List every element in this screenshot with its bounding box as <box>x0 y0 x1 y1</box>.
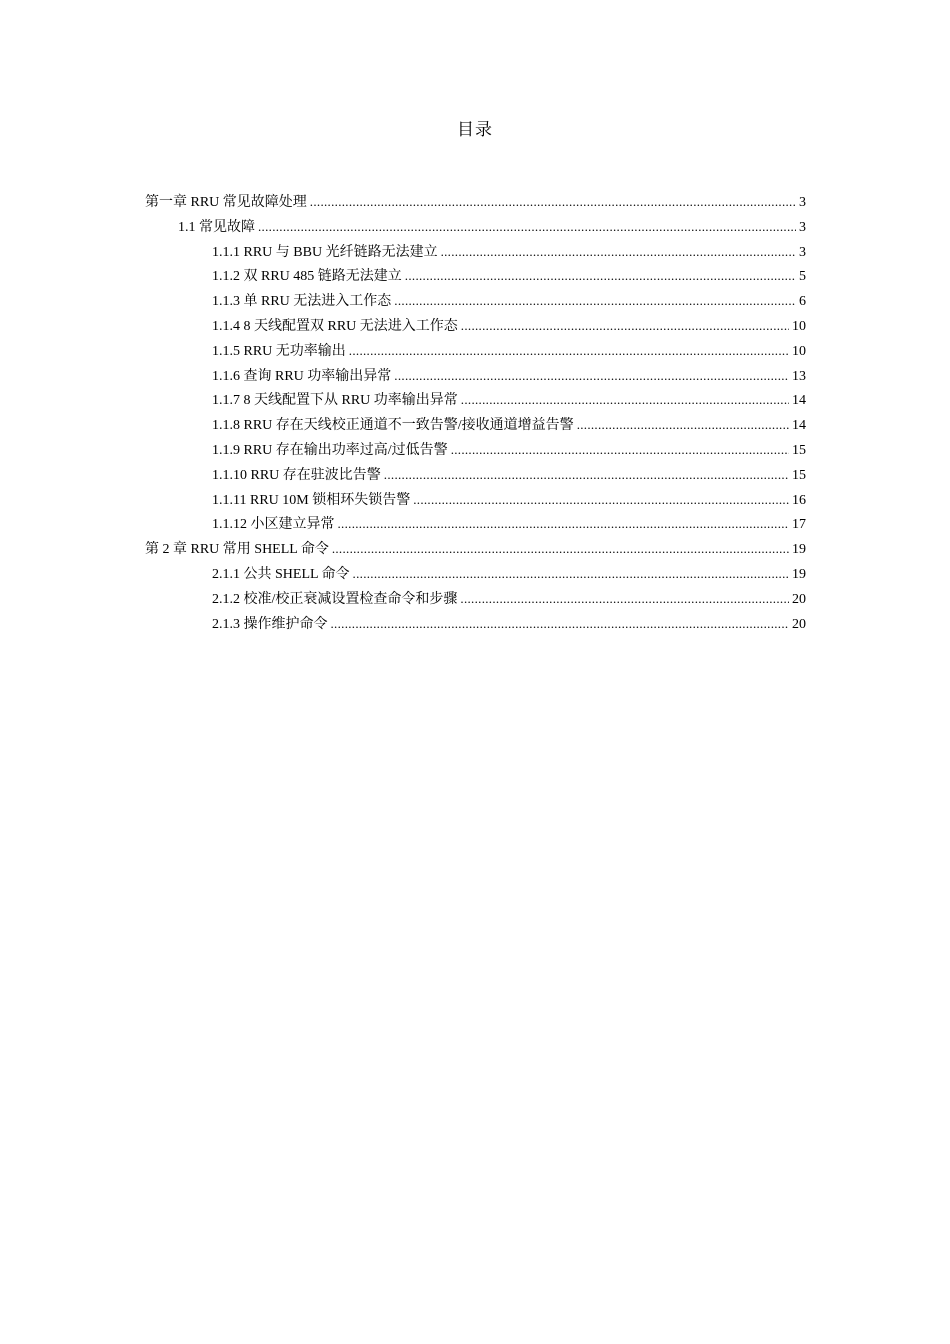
toc-page-number: 13 <box>792 368 806 384</box>
table-of-contents <box>145 191 806 637</box>
toc-entry-1-1-1[interactable] <box>145 241 806 266</box>
toc-entry-text: 1.1.2 双 RRU 485 链路无法建立 <box>212 269 402 285</box>
toc-dot-leader <box>413 493 789 507</box>
toc-page-number: 15 <box>792 467 806 483</box>
toc-page-number: 14 <box>792 393 806 409</box>
toc-page-number: 20 <box>792 591 806 607</box>
toc-page-number: 10 <box>792 343 806 359</box>
toc-entry-text: 1.1 常见故障 <box>178 219 255 235</box>
toc-entry-text: 第 2 章 RRU 常用 SHELL 命令 <box>145 542 329 558</box>
toc-entry-text: 1.1.1 RRU 与 BBU 光纤链路无法建立 <box>212 244 438 260</box>
toc-dot-leader <box>258 220 796 234</box>
toc-page-number: 3 <box>799 219 806 235</box>
toc-page-number: 19 <box>792 542 806 558</box>
toc-page-number: 16 <box>792 492 806 508</box>
toc-dot-leader <box>353 567 789 581</box>
toc-dot-leader <box>310 195 796 209</box>
toc-page-number: 19 <box>792 566 806 582</box>
toc-entry-text: 第一章 RRU 常见故障处理 <box>145 195 307 210</box>
toc-entry-1-1-2[interactable] <box>145 265 806 290</box>
toc-entry-2-1-1[interactable] <box>145 563 806 588</box>
toc-dot-leader <box>577 418 789 432</box>
toc-dot-leader <box>338 517 790 531</box>
toc-page-number: 20 <box>792 616 806 632</box>
toc-dot-leader <box>461 319 789 333</box>
toc-entry-1-1-6[interactable] <box>145 365 806 390</box>
toc-page-number: 10 <box>792 318 806 334</box>
toc-entry-chapter-2[interactable] <box>145 538 806 563</box>
toc-entry-2-1-2[interactable] <box>145 588 806 613</box>
toc-entry-1-1-5[interactable] <box>145 340 806 365</box>
toc-entry-1-1-7[interactable] <box>145 389 806 414</box>
toc-entry-1-1-12[interactable] <box>145 513 806 538</box>
toc-entry-text: 1.1.10 RRU 存在驻波比告警 <box>212 467 381 483</box>
toc-entry-1-1-4[interactable] <box>145 315 806 340</box>
toc-dot-leader <box>441 245 796 259</box>
toc-entry-text: 2.1.1 公共 SHELL 命令 <box>212 566 350 582</box>
toc-entry-text: 2.1.2 校准/校正衰减设置检查命令和步骤 <box>212 591 458 607</box>
toc-entry-2-1-3[interactable] <box>145 613 806 638</box>
toc-dot-leader <box>349 344 789 358</box>
toc-entry-1-1-9[interactable] <box>145 439 806 464</box>
toc-page-number: 6 <box>799 294 806 310</box>
toc-dot-leader <box>394 369 789 383</box>
toc-entry-1-1-11[interactable] <box>145 489 806 514</box>
toc-entry-text: 1.1.5 RRU 无功率输出 <box>212 343 346 359</box>
toc-entry-1-1-10[interactable] <box>145 464 806 489</box>
toc-entry-text: 1.1.4 8 天线配置双 RRU 无法进入工作态 <box>212 318 458 334</box>
toc-entry-text: 1.1.11 RRU 10M 锁相环失锁告警 <box>212 492 411 508</box>
toc-entry-1-1[interactable] <box>145 216 806 241</box>
toc-entry-text: 1.1.9 RRU 存在输出功率过高/过低告警 <box>212 442 448 458</box>
toc-entry-chapter-1[interactable] <box>145 191 806 216</box>
toc-dot-leader <box>405 269 796 283</box>
toc-page-number: 14 <box>792 418 806 434</box>
toc-page-number: 15 <box>792 442 806 458</box>
toc-entry-text: 1.1.6 查询 RRU 功率输出异常 <box>212 368 392 384</box>
toc-entry-text: 1.1.7 8 天线配置下从 RRU 功率输出异常 <box>212 393 458 409</box>
toc-dot-leader <box>331 617 790 631</box>
toc-entry-1-1-3[interactable] <box>145 290 806 315</box>
toc-entry-text: 2.1.3 操作维护命令 <box>212 616 328 632</box>
toc-entry-1-1-8[interactable] <box>145 414 806 439</box>
toc-title: 目录 <box>457 120 493 139</box>
toc-dot-leader <box>461 393 789 407</box>
toc-page-number: 17 <box>792 517 806 533</box>
toc-dot-leader <box>460 592 789 606</box>
toc-page-number: 5 <box>799 269 806 285</box>
toc-dot-leader <box>384 468 789 482</box>
toc-dot-leader <box>332 542 789 556</box>
toc-dot-leader <box>451 443 789 457</box>
toc-entry-text: 1.1.12 小区建立异常 <box>212 517 335 533</box>
toc-entry-text: 1.1.3 单 RRU 无法进入工作态 <box>212 294 392 310</box>
toc-dot-leader <box>394 294 796 308</box>
toc-entry-text: 1.1.8 RRU 存在天线校正通道不一致告警/接收通道增益告警 <box>212 418 574 434</box>
toc-page-number: 3 <box>799 244 806 260</box>
toc-page-number: 3 <box>799 195 806 210</box>
